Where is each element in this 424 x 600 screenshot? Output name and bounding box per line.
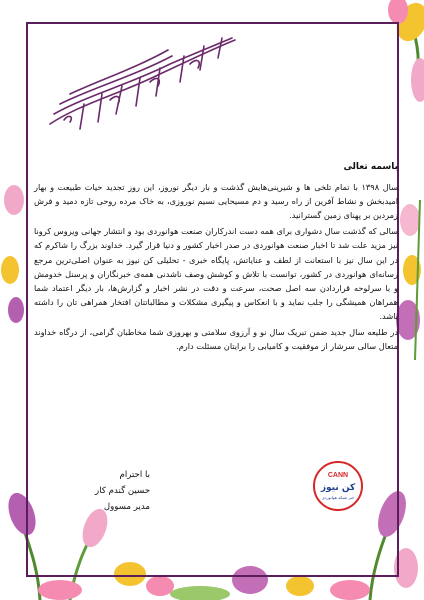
letter-heading: باسمه تعالی: [343, 162, 398, 172]
signature-name: حسین گندم کار: [95, 486, 150, 496]
signature-block: [40, 467, 150, 515]
signature-title: مدیر مسوول: [103, 502, 150, 512]
letter-body: [34, 160, 398, 355]
cann-news-logo: [313, 461, 363, 511]
cann-logo-icon: [313, 461, 363, 511]
signature-closing: با احترام: [119, 470, 150, 480]
logo-tagline: خبر شبکه هوانوردی: [321, 495, 355, 500]
letter-paragraph-3: در طلیعه سال جدید ضمن تبریک سال نو و آرزوی سلامتی و بهروزی شما مخاطبان گرامی، از درگاه خداوند متعال سالی سرشار از موفقیت و کامیابی را برایتان مسئلت دارم.: [34, 327, 398, 352]
persian-calligraphy-prayer-icon: [40, 34, 240, 134]
letter-paragraph-2: سالی که گذشت سال دشواری برای همه دست اندرکاران صنعت هوانوردی بود و انتشار جهانی ویروس کرونا نیز مزید علت شد تا اخبار صنعت هوانوردی در صدر اخبار کشور و دنیا قرار گیرد. خداوند بزرگ را شاکرم که در این سال نیز با استعانت از لطف و عنایاتش، پایگاه خبری - تحلیلی کن نیوز به عنوان اصلی‌ترین مرجع رسانه‌ای هوانوردی در کشور، توانست با تلاش و کوشش وصف ناشدنی همه‌ی خبرنگاران و پرسنل خدومش و با سرلوحه قراردادن سه اصل صحت، سرعت و دقت در نشر اخبار و گزارش‌ها، بار دیگر اعتماد شما همراهان همیشگی را جلب نماید و با انعکاس و پیگیری مشکلات و مطالباتتان افتخار همراهی تان را داشته باشد.: [34, 226, 398, 321]
logo-persian: کن نیوز: [320, 483, 356, 493]
logo-latin: CANN: [327, 472, 349, 479]
letter-paragraph-1: سال ۱۳۹۸ با تمام تلخی ها و شیرینی‌هایش گذشت و بار دیگر نوروز، این روز تجدید حیات طبیعت و بهار امیدبخش و نشاط آفرین از راه رسید و دم مسیحایی نسیم نوروزی، به خاک مرده روحی تازه دمید و فرش زمردین بر پهنای زمین گسترانید.: [34, 182, 398, 221]
